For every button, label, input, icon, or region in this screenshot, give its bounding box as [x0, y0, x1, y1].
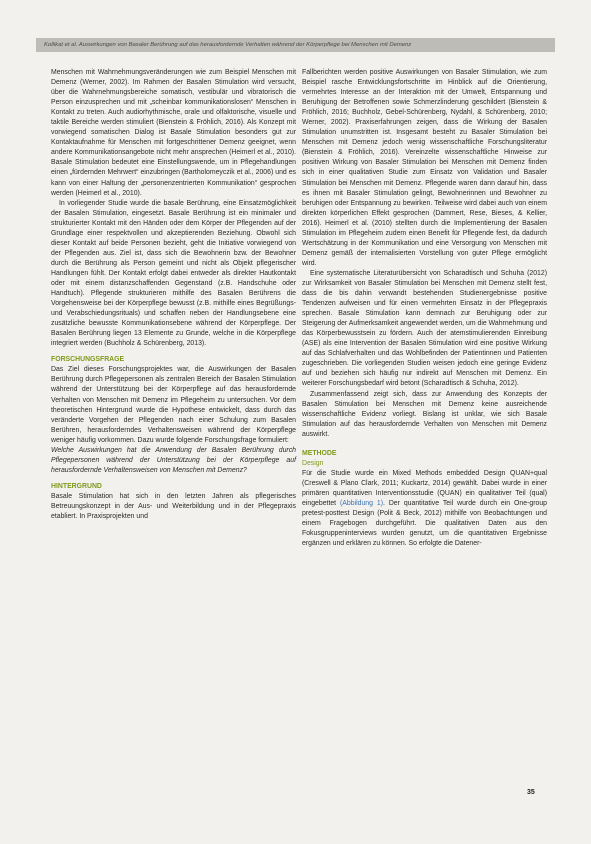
literature-review-paragraph: Eine systematische Literaturübersicht von Scharadtisch und Schuha (2012) zur Wirksamkeit von Basaler Stimulation bei Menschen mit Demenz stellt fest, dass die bis dahin verwandt bestehenden Studienergebnisse positive Tendenzen aufweisen und für einen vermehrten Einsatz in der Pflegepraxis sprechen. Basale Stimulation kann demnach zur Beruhigung oder zur Steigerung der Aufmerksamkeit angewendet werden, um die Wahrnehmung und das Körperbewusstsein zu fördern. Auch der atemstimulierenden Einreibung (ASE) als eine Intervention der Basalen Stimulation wird eine positive Wirkung auf das Schlafverhalten und das Wohlbefinden der Patientinnen und Patienten zugeschrieben. Die vorliegenden Studien weisen jedoch eine geringe Evidenz auf und beziehen sich häufig nur indirekt auf Menschen mit Demenz. Ein weiterer Forschungsbedarf wird betont (Scharadtisch & Schuha, 2012).	[302, 269, 547, 388]
background-paragraph: Basale Stimulation hat sich in den letzten Jahren als pflegerisches Betreuungskonzept in der Aus- und Weiterbildung und in der Pflegepraxis etabliert. In Praxisprojekten und	[51, 492, 296, 521]
section-heading-method: METHODE	[302, 449, 337, 457]
design-text-before-link: Für die Studie wurde ein Mixed Methods embedded Design QUAN+qual (Creswell & Plano Clark, 2011; Kuckartz, 2014) gewählt. Dabei wurde in einer primären quantitativen Interventionsstudie (QUAN) ein qualitativer Teil (qual) eingebettet	[302, 469, 547, 507]
research-question-paragraph: Das Ziel dieses Forschungsprojektes war, die Auswirkungen der Basalen Berührung durch Pflegepersonen als zentralen Bereich der Basalen Stimulation während der Unterstützung bei der Körperpflege auf das herausfordernde Verhalten von Menschen mit Demenz im Pflegeheim zu untersuchen. Vor dem theoretischen Hintergrund wurde die Hypothese entwickelt, dass durch das veränderte Vorgehen der Pflegenden nach einer Schulung zum Basalen Berühren, herausforderndes Verhaltensweisen während der Körperpflege weniger häufig vorkommen. Dazu wurde folgende Forschungsfrage formuliert:	[51, 366, 296, 444]
section-heading-research-question: FORSCHUNGSFRAGE	[51, 356, 125, 364]
running-header-title: Kollikat et al. Auswirkungen von Basaler Berührung auf das herausfordernde Verhalten während der Körperpflege bei Menschen mit Demenz	[44, 42, 412, 48]
left-column	[51, 68, 296, 522]
intro-paragraph-2: In vorliegender Studie wurde die basale Berührung, eine Einsatzmöglichkeit der Basalen Stimulation, eingesetzt. Basale Berührung ist ein minimaler und strukturierter Kontakt mit den Händen oder dem Körper der Pflegenden auf der Grundlage einer respektvollen und akzeptierenden Beziehung. Obwohl sich dieser Kontakt auf beide Personen bezieht, geht die Initiative vorwiegend von der Pflegenden aus. Ziel ist, dass sich die Bewohnerin bzw. der Bewohner durch die Berührung als Person gemeint und nicht als Objekt pflegerischer Handlungen fühlt. Der Kontakt erfolgt dabei entweder als direkter Hautkontakt oder mit einem distanzschaffenden Gegenstand (z.B. Handschuhe oder Handtuch). Pflegende strukturieren mithilfe des Basalen Berührens die Vorgehensweise bei der Körperpflege bewusst (z.B. mithilfe eines Begrüßungs- und Verabschiedungsrituals) und schaffen neben der Handlungsebene eine zusätzliche bewusste Kommunikationsebene während der Körperpflege. Der Basalen Berührung liegen 13 Elemente zu Grunde, welche in die Körperpflege integriert werden (Buchholz & Schürenberg, 2013).	[51, 199, 296, 348]
right-column	[302, 68, 547, 549]
research-question-text: Welche Auswirkungen hat die Anwendung der Basalen Berührung durch Pflegepersonen während der Unterstützung bei der Körperpflege auf herausfordernde Verhaltensweisen von Menschen mit Demenz?	[51, 446, 296, 474]
intro-paragraph-1: Menschen mit Wahrnehmungsveränderungen wie zum Beispiel Menschen mit Demenz (Werner, 2002). Im Rahmen der Basalen Stimulation wird versucht, über die Wahrnehmungsbereiche somatisch, vestibulär und vibratorisch die Person einzusprechen und mit „scheinbar kommunikationslosen“ Menschen in Kontakt zu treten. Auch audiorhythmische, orale und olfaktorische, visuelle und taktile Bereiche werden stimuliert (Bienstein & Fröhlich, 2016). Als Konzept mit vorwiegend somatischen Dialog ist Basale Stimulation besonders gut zur Kontaktaufnahme für Menschen mit fortgeschrittener Demenz geeignet, wenn andere Kommunikationsangebote nicht mehr ansprechen (Heimerl et al., 2010). Basale Stimulation bedeutet eine Einstellungswende, um in Pflegehandlungen einen „fürdernden Mehrwert“ einzubringen (Bartholomeyczik et al., 2006) und es kann von einer Haltung der „personenzentrierten Kommunikation“ gesprochen werden (Heimerl et al., 2010).	[51, 69, 296, 197]
background-paragraph-continued: Fallberichten werden positive Auswirkungen von Basaler Stimulation, wie zum Beispiel rasche Entwicklungsfortschritte im Hinblick auf die Orientierung, vermehrtes Interesse an der Interaktion mit der Umwelt, Entspannung und Beruhigung der Betroffenen sowie Schmerzlinderung geschildert (Bienstein & Fröhlich, 2016; Buchholz, Gebel-Schürenberg, Nydahl, & Schürenberg, 2010; Werner, 2002). Praxiserfahrungen zeigen, dass die Wirkung der Basalen Stimulation unumstritten ist. Insgesamt besteht zu Basaler Stimulation bei Menschen mit Demenz jedoch wenig wissenschaftliche Forschungsliteratur (Bienstein & Fröhlich, 2016). Vereinzelte wissenschaftliche Hinweise zur positiven Wirkung von Basaler Stimulation bei Menschen mit Demenz finden sich in einer qualitativen Studie zum Einsatz von Validation und Basaler Stimulation bei Menschen mit Demenz. Pflegende waren dann darauf hin, dass es ihnen mit Basaler Stimulation gelingt, Bewohnerinnen und Bewohner zu beruhigen oder Entspannung zu bewirken. Teilweise wird dabei auch von einem direkten körperlichen Effekt gesprochen (Dammert, Rese, Bieses, & Kellier, 2016). Heimerl et al. (2010) stellten durch die Implementierung der Basalen Stimulation im Pflegeheim zudem einen Benefit für Pflegende fest, da dadurch Wertschätzung in der Kommunikation und eine Versorgung von Menschen mit Demenz gemäß der internalisierten Vorstellung von guter Pflege ermöglicht wird.	[302, 69, 547, 267]
subheading-design: Design	[302, 459, 324, 467]
design-paragraph	[302, 469, 547, 549]
summary-paragraph: Zusammenfassend zeigt sich, dass zur Anwendung des Konzepts der Basalen Stimulation bei Menschen mit Demenz keine ausreichende wissenschaftliche Evidenz vorliegt. Bislang ist unklar, wie sich Basale Stimulation auf das herausfordernde Verhalten von Menschen mit Demenz auswirkt.	[302, 390, 547, 438]
section-heading-background: HINTERGRUND	[51, 482, 102, 490]
figure-1-link[interactable]: (Abbildung 1)	[340, 499, 383, 507]
page-number: 35	[527, 789, 535, 796]
design-text-after-link: . Der quantitative Teil wurde durch ein One-group pretest-posttest Design (Polit & Beck, 2012) mithilfe von Beobachtungen und einem Fragebogen durchgeführt. Die qualitativen Daten aus den Fokusgruppeninterviews wurden genutzt, um die quantitativen Ergebnisse ergänzen und erklären zu können. So erfolgte die Datener-	[302, 499, 547, 548]
